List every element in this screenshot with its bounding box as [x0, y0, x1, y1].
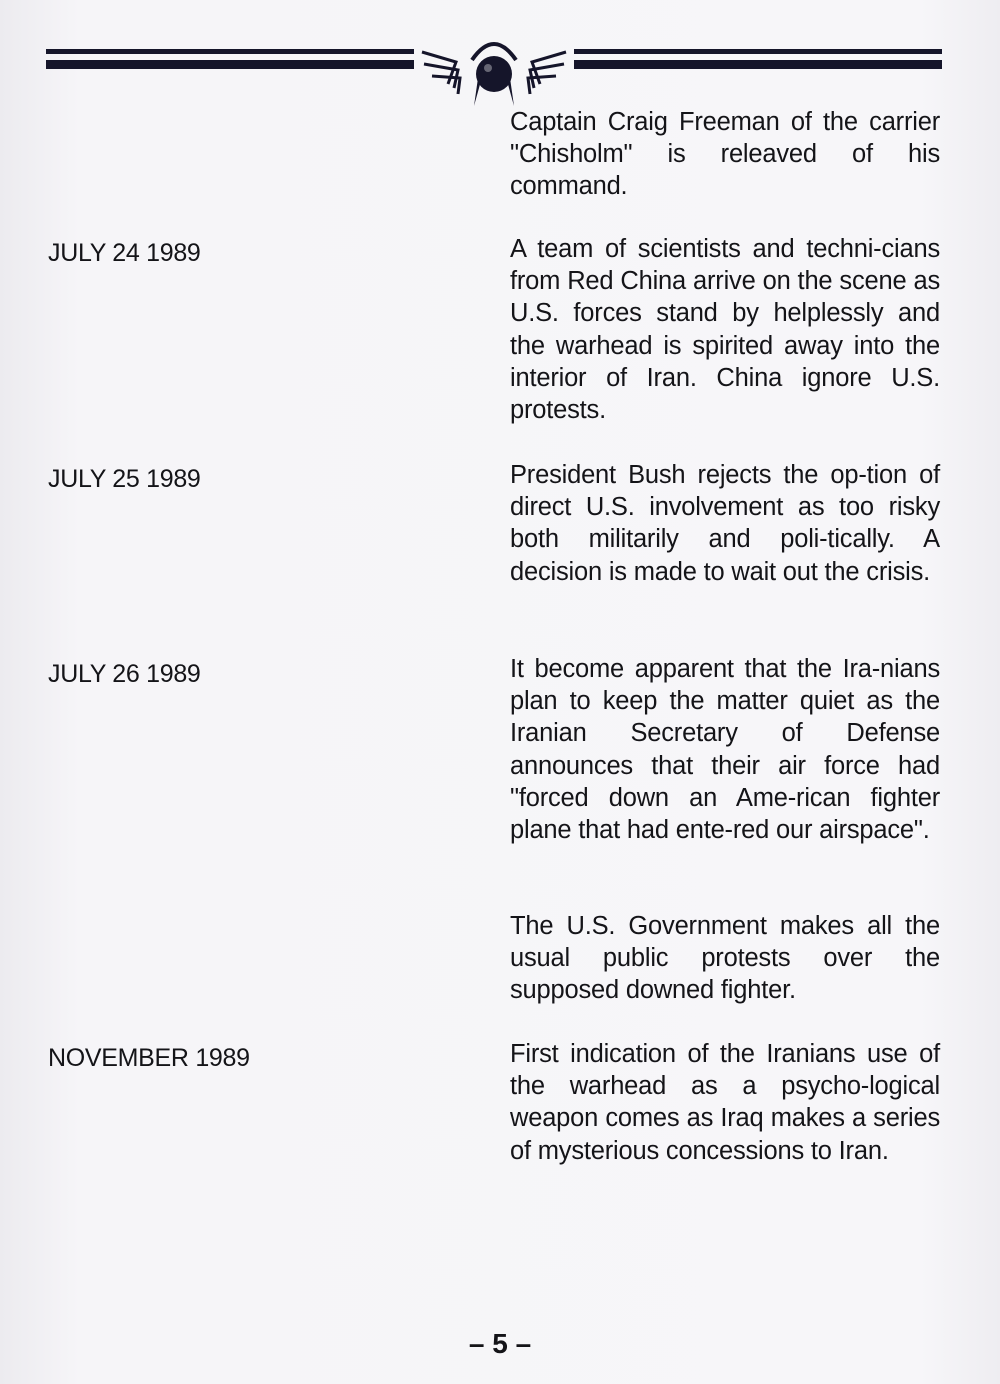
timeline-entry-text: A team of scientists and techni-cians from Red China arrive on the scene as U.S. forces stand by helplessly and the warhead is spirited away into the interior of Iran. China ignore U.S. protests. — [510, 235, 940, 425]
timeline-entry-text: Captain Craig Freeman of the carrier "Chisholm" is releaved of his command. — [510, 108, 940, 201]
timeline-date: JULY 26 1989 — [48, 660, 201, 688]
timeline-date: NOVEMBER 1989 — [48, 1044, 250, 1072]
timeline-date: JULY 24 1989 — [48, 239, 201, 267]
eagle-emblem-icon — [44, 24, 944, 114]
timeline-date: JULY 25 1989 — [48, 465, 201, 493]
timeline-entry-text: The U.S. Government makes all the usual public protests over the supposed downed fighter. — [510, 912, 940, 1005]
page-number: – 5 – — [468, 1328, 532, 1359]
timeline-entry-text: President Bush rejects the op-tion of direct U.S. involvement as too risky both militarily and poli-tically. A decision is made to wait out the crisis. — [510, 461, 940, 586]
timeline-entry-text: First indication of the Iranians use of the warhead as a psycho-logical weapon comes as Iraq makes a series of mysterious concessions to Iran. — [510, 1040, 940, 1165]
header-rule — [44, 24, 944, 114]
timeline-entry-text: It become apparent that the Ira-nians plan to keep the matter quiet as the Iranian Secretary of Defense announces that their air force had "forced down an Ame-rican fighter plane that had ente-red our airspace". — [510, 655, 940, 845]
